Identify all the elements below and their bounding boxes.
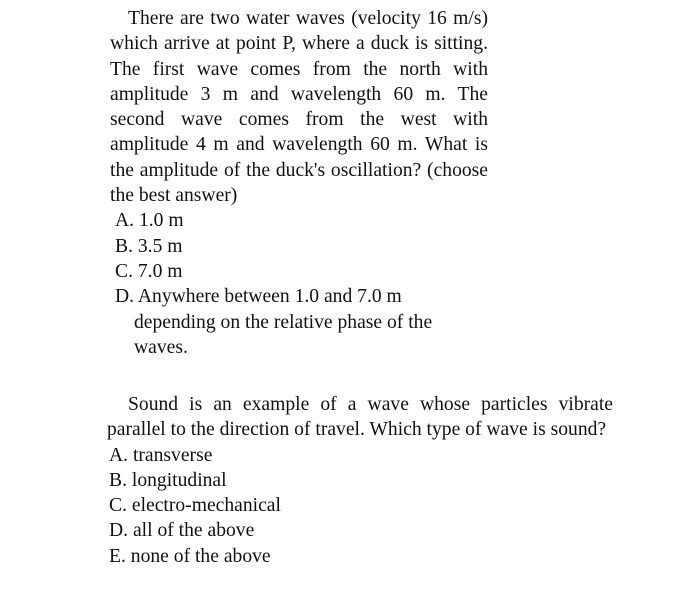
question-1-option-a xyxy=(110,208,488,233)
option-continuation xyxy=(115,310,488,361)
option-text: none of the above xyxy=(130,545,271,567)
option-letter: C. xyxy=(109,495,127,517)
option-text: electro-mechanical xyxy=(131,495,281,517)
option-text: all of the above xyxy=(132,520,255,542)
option-letter: D. xyxy=(109,520,129,542)
question-2-option-b xyxy=(107,468,613,493)
question-2-option-a xyxy=(107,443,613,468)
option-text: transverse xyxy=(132,444,213,466)
question-2-stem: Sound is an example of a wave whose particles vibrate parallel to the direction of travel. Which type of wave is sound? xyxy=(107,394,613,441)
option-letter: A. xyxy=(109,444,129,466)
question-1-option-b xyxy=(110,234,488,259)
option-letter: A. xyxy=(115,210,135,232)
question-2-option-d xyxy=(107,518,613,543)
option-letter: C. xyxy=(115,260,133,282)
option-text-line-3: waves. xyxy=(134,336,188,358)
option-letter: B. xyxy=(115,235,133,257)
option-text: 3.5 m xyxy=(137,235,183,257)
option-letter: E. xyxy=(109,545,126,567)
question-2-options xyxy=(107,443,613,569)
option-text: Anywhere between 1.0 and 7.0 m xyxy=(137,286,402,308)
question-2-option-e xyxy=(107,544,613,569)
question-1 xyxy=(110,6,488,360)
question-1-options xyxy=(110,208,488,360)
option-text-line-2: depending on the relative phase of the xyxy=(134,311,433,333)
question-2 xyxy=(107,392,613,569)
option-letter: B. xyxy=(109,469,127,491)
question-2-option-c xyxy=(107,493,613,518)
question-1-stem: There are two water waves (velocity 16 m/s) which arrive at point P, where a duck is sitting. The first wave comes from the north with amplitude 3 m and wavelength 60 m. The second wave comes from the west with amplitude 4 m and wavelength 60 m. What is the amplitude of the duck's oscillation? (choose the best answer) xyxy=(110,8,488,207)
option-text: 1.0 m xyxy=(138,210,184,232)
option-text: 7.0 m xyxy=(137,260,183,282)
question-1-option-c xyxy=(110,259,488,284)
option-text: longitudinal xyxy=(131,469,227,491)
option-letter: D. xyxy=(115,286,135,308)
question-1-option-d xyxy=(110,284,488,360)
